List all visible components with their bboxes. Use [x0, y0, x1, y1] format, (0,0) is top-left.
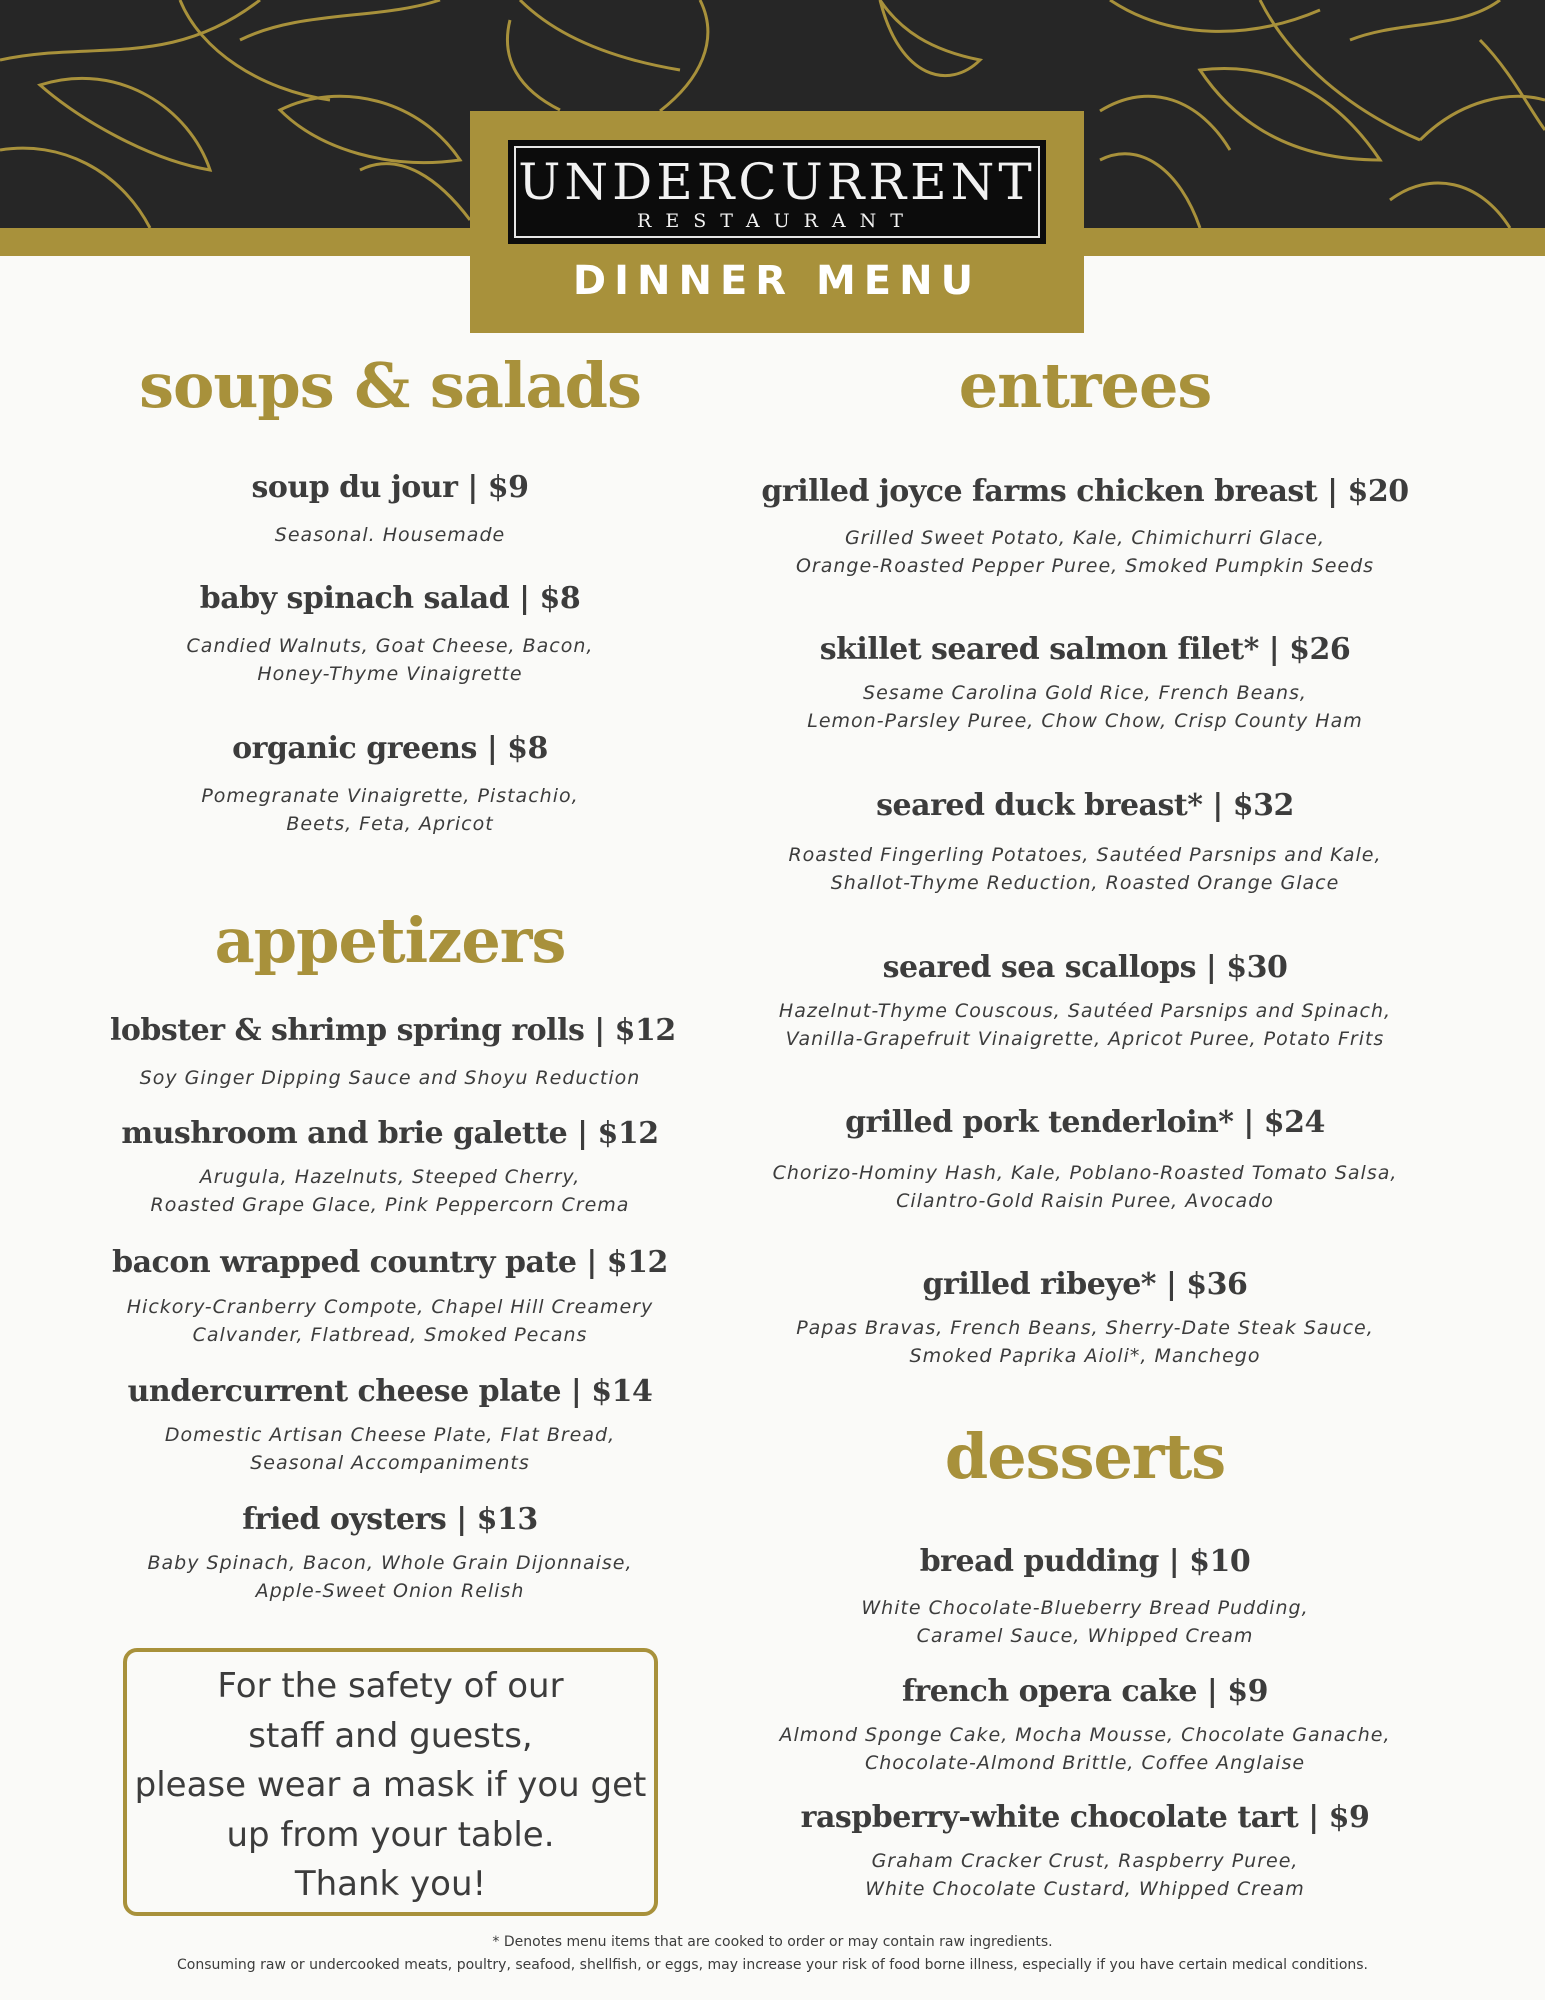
menu-item-name: fried oysters | $13: [242, 1502, 538, 1537]
menu-item-description: Grilled Sweet Potato, Kale, Chimichurri Glace, Orange-Roasted Pepper Puree, Smoked Pumpkin Seeds: [795, 527, 1375, 577]
menu-item-description: Sesame Carolina Gold Rice, French Beans, Lemon-Parsley Puree, Chow Chow, Crisp County Ham: [807, 682, 1363, 732]
menu-item-description: Papas Bravas, French Beans, Sherry-Date Steak Sauce, Smoked Paprika Aioli*, Manchego: [796, 1317, 1374, 1367]
notice-line: please wear a mask if you get: [134, 1765, 647, 1805]
notice-line: staff and guests,: [248, 1715, 533, 1756]
section-title-desserts: desserts: [944, 1420, 1226, 1493]
menu-item-name: seared sea scallops | $30: [882, 950, 1288, 985]
menu-item-name: grilled pork tenderloin* | $24: [845, 1105, 1325, 1140]
menu-item-description: Domestic Artisan Cheese Plate, Flat Bread, Seasonal Accompaniments: [164, 1424, 616, 1474]
menu-item-description: Hickory-Cranberry Compote, Chapel Hill Creamery Calvander, Flatbread, Smoked Pecans: [126, 1296, 654, 1346]
menu-item-name: french opera cake | $9: [901, 1674, 1269, 1709]
footnote-health-warning: Consuming raw or undercooked meats, poultry, seafood, shellfish, or eggs, may increase your risk of food borne illness, especially if you have certain medical conditions.: [176, 1957, 1368, 1973]
section-title-soups-salads: soups & salads: [139, 349, 641, 422]
notice-line: For the safety of our: [217, 1666, 564, 1706]
restaurant-subtitle: RESTAURANT: [637, 210, 917, 232]
menu-item-name: soup du jour | $9: [251, 470, 529, 505]
mask-notice-box: [123, 1648, 658, 1916]
menu-item-name: mushroom and brie galette | $12: [121, 1116, 659, 1151]
menu-item-description: Pomegranate Vinaigrette, Pistachio, Beets, Feta, Apricot: [201, 785, 579, 835]
menu-item-description: Almond Sponge Cake, Mocha Mousse, Chocolate Ganache, Chocolate-Almond Brittle, Coffee Anglaise: [779, 1724, 1391, 1774]
dinner-menu-label: DINNER MENU: [572, 258, 982, 304]
menu-item-description: Seasonal. Housemade: [274, 524, 506, 546]
notice-line: Thank you!: [294, 1864, 487, 1904]
restaurant-name: UNDERCURRENT: [518, 153, 1036, 211]
menu-item-name: baby spinach salad | $8: [199, 581, 581, 616]
menu-item-name: seared duck breast* | $32: [876, 788, 1294, 823]
menu-item-name: grilled ribeye* | $36: [922, 1267, 1248, 1302]
menu-item-description: Candied Walnuts, Goat Cheese, Bacon, Honey-Thyme Vinaigrette: [186, 635, 594, 685]
menu-item-name: grilled joyce farms chicken breast | $20: [761, 474, 1409, 509]
menu-item-name: raspberry-white chocolate tart | $9: [800, 1800, 1370, 1835]
menu-item-name: undercurrent cheese plate | $14: [127, 1374, 653, 1409]
menu-item-name: lobster & shrimp spring rolls | $12: [110, 1013, 676, 1048]
menu-item-description: Roasted Fingerling Potatoes, Sautéed Parsnips and Kale, Shallot-Thyme Reduction, Roasted Orange Glace: [788, 844, 1382, 894]
menu-item-description: White Chocolate-Blueberry Bread Pudding, Caramel Sauce, Whipped Cream: [861, 1597, 1309, 1647]
right-column: [740, 0, 1430, 2000]
menu-item-description: Arugula, Hazelnuts, Steeped Cherry, Roasted Grape Glace, Pink Peppercorn Crema: [150, 1166, 630, 1216]
menu-item-description: Hazelnut-Thyme Couscous, Sautéed Parsnips and Spinach, Vanilla-Grapefruit Vinaigrette, Apricot Puree, Potato Frits: [778, 1000, 1392, 1050]
menu-item-name: skillet seared salmon filet* | $26: [819, 632, 1351, 667]
menu-item-name: organic greens | $8: [232, 731, 548, 766]
menu-item-description: Soy Ginger Dipping Sauce and Shoyu Reduction: [139, 1067, 641, 1089]
section-title-entrees: entrees: [958, 349, 1212, 422]
menu-item-description: Graham Cracker Crust, Raspberry Puree, White Chocolate Custard, Whipped Cream: [865, 1850, 1305, 1900]
footnote-raw-items: * Denotes menu items that are cooked to order or may contain raw ingredients.: [492, 1934, 1053, 1950]
menu-item-description: Chorizo-Hominy Hash, Kale, Poblano-Roasted Tomato Salsa, Cilantro-Gold Raisin Puree, Avocado: [772, 1162, 1398, 1212]
menu-item-description: Baby Spinach, Bacon, Whole Grain Dijonnaise, Apple-Sweet Onion Relish: [147, 1552, 633, 1602]
section-title-appetizers: appetizers: [214, 904, 566, 977]
menu-item-name: bread pudding | $10: [919, 1544, 1251, 1579]
menu-item-name: bacon wrapped country pate | $12: [112, 1245, 668, 1280]
notice-line: up from your table.: [226, 1814, 555, 1855]
